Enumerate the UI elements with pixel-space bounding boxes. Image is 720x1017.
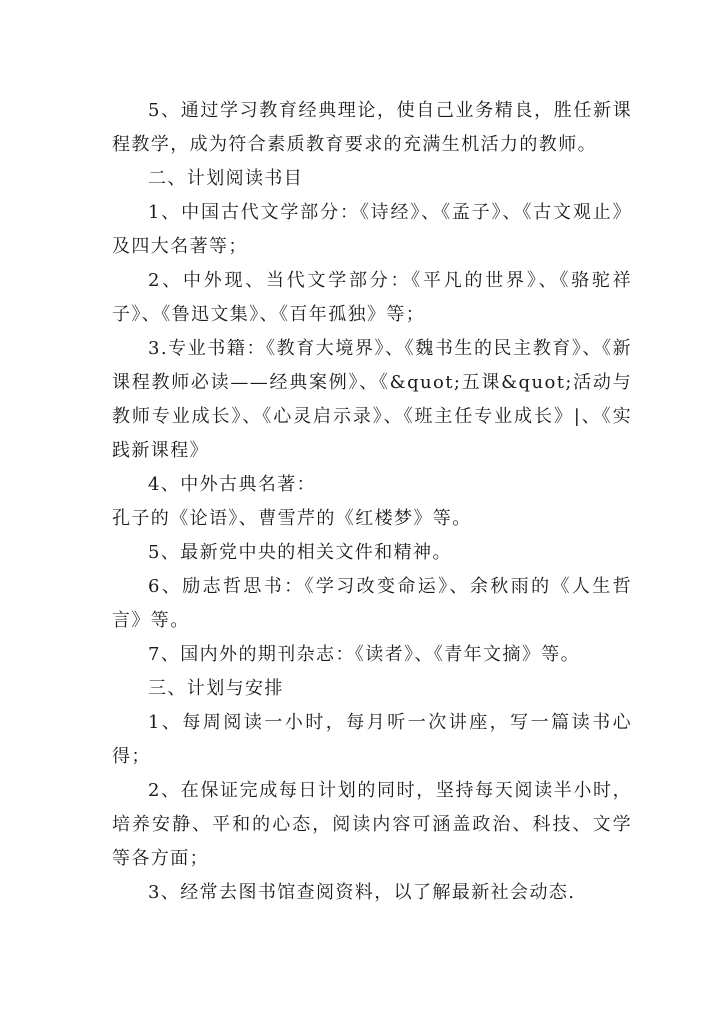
- paragraph-book-7: 7、国内外的期刊杂志：《读者》、《青年文摘》等。: [148, 644, 581, 665]
- paragraph-book-4: 4、中外古典名著：: [148, 474, 317, 495]
- paragraph-book-3: 3.专业书籍：《教育大境界》、《魏书生的民主教育》、《新课程教师必读——经典案例》、《&quot;五课&quot;活动与教师专业成长》、《心灵启示录》、《班主任专业成长》|、《实践新课程》: [112, 338, 632, 461]
- paragraph-book-4-detail: 孔子的《论语》、曹雪芹的《红楼梦》等。: [112, 508, 472, 529]
- paragraph-plan-2: 2、在保证完成每日计划的同时，坚持每天阅读半小时，培养安静、平和的心态，阅读内容可涵盖政治、科技、文学等各方面；: [112, 780, 632, 869]
- document-body: [112, 94, 632, 910]
- paragraph-plan-1: 1、每周阅读一小时，每月听一次讲座，写一篇读书心得；: [112, 712, 632, 767]
- paragraph-book-1: 1、中国古代文学部分：《诗经》、《孟子》、《古文观止》及四大名著等；: [112, 202, 632, 257]
- heading-reading-list: 二、计划阅读书目: [148, 168, 304, 189]
- paragraph-book-6: 6、励志哲思书：《学习改变命运》、余秋雨的《人生哲言》等。: [112, 576, 632, 631]
- paragraph-book-5: 5、最新党中央的相关文件和精神。: [148, 542, 452, 563]
- heading-plan-arrangement: 三、计划与安排: [148, 678, 284, 699]
- paragraph-goal-5: 5、通过学习教育经典理论，使自己业务精良，胜任新课程教学，成为符合素质教育要求的充满生机活力的教师。: [112, 100, 632, 155]
- paragraph-book-2: 2、中外现、当代文学部分：《平凡的世界》、《骆驼祥子》、《鲁迅文集》、《百年孤独》等；: [112, 270, 632, 325]
- paragraph-plan-3: 3、经常去图书馆查阅资料，以了解最新社会动态.: [148, 882, 576, 903]
